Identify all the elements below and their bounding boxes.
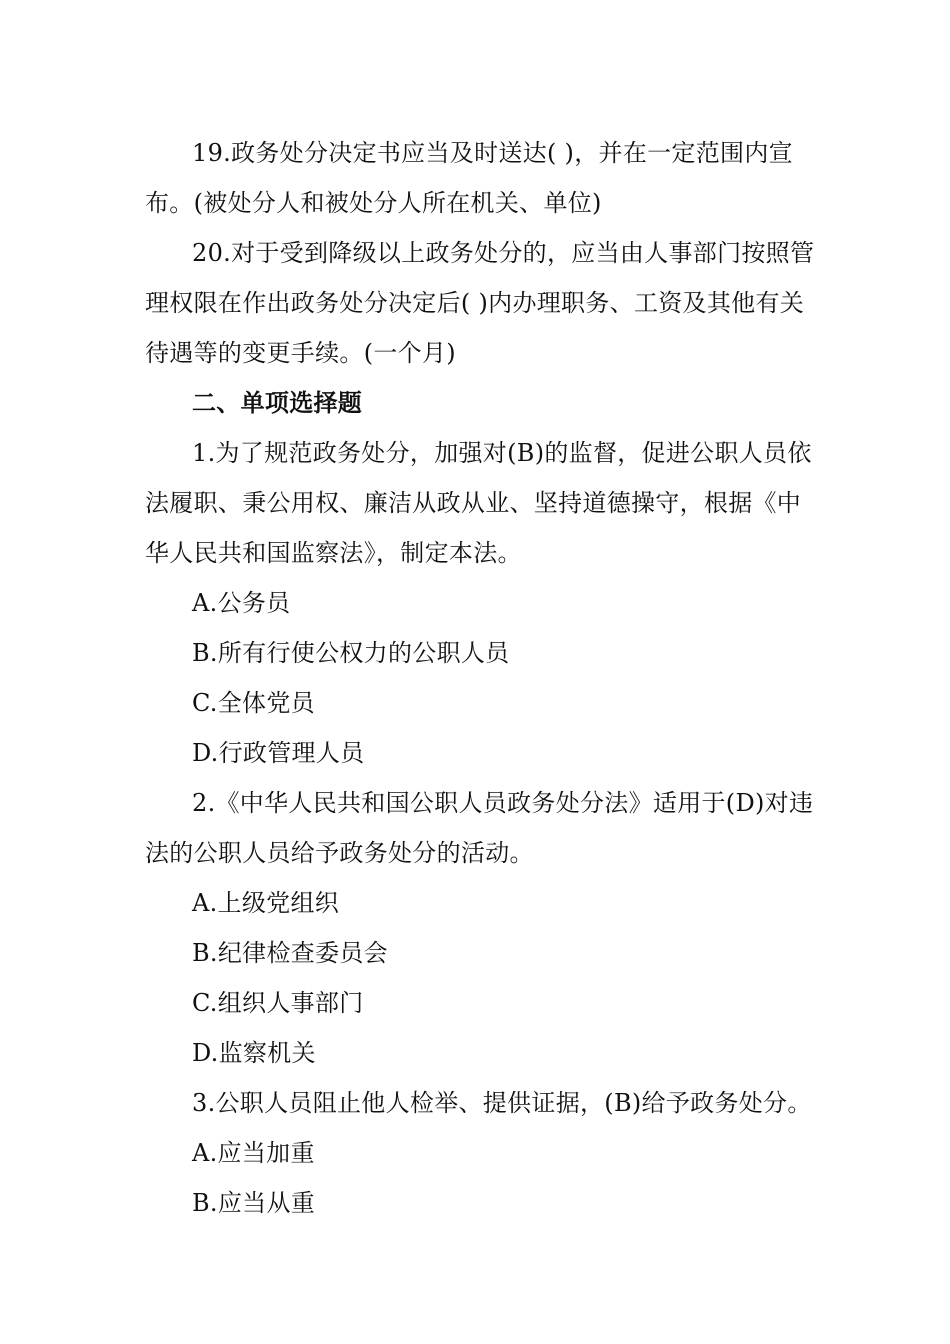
document-body	[145, 128, 815, 1228]
question-3	[145, 1078, 812, 1228]
option-a: A.上级党组织	[192, 889, 340, 917]
option-b: B.所有行使公权力的公职人员	[192, 639, 510, 667]
option-c: C.全体党员	[192, 689, 315, 717]
question-text-line: 法履职、秉公用权、廉洁从政从业、坚持道德操守，根据《中	[145, 489, 802, 517]
option-d: D.监察机关	[192, 1039, 316, 1067]
option-c: C.组织人事部门	[192, 989, 364, 1017]
section-heading: 二、单项选择题	[192, 388, 363, 417]
option-d: D.行政管理人员	[192, 739, 365, 767]
question-1	[145, 428, 812, 778]
paragraph-line: 20.对于受到降级以上政务处分的，应当由人事部门按照管	[192, 239, 815, 267]
fill-in-item-20	[145, 228, 815, 378]
question-2	[145, 778, 814, 1078]
question-text-line: 2.《中华人民共和国公职人员政务处分法》适用于(D)对违	[192, 789, 814, 817]
question-text-line: 1.为了规范政务处分，加强对(B)的监督，促进公职人员依	[192, 439, 812, 467]
question-text-line: 华人民共和国监察法》，制定本法。	[145, 539, 522, 567]
fill-in-item-19	[145, 128, 807, 228]
paragraph-line: 待遇等的变更手续。(一个月)	[145, 339, 456, 367]
option-b: B.纪律检查委员会	[192, 939, 388, 967]
option-b: B.应当从重	[192, 1189, 316, 1217]
paragraph-line: 理权限在作出政务处分决定后( )内办理职务、工资及其他有关	[145, 289, 805, 317]
question-text-line: 3.公职人员阻止他人检举、提供证据，(B)给予政务处分。	[192, 1089, 812, 1117]
question-text-line: 法的公职人员给予政务处分的活动。	[145, 839, 534, 867]
paragraph-line: 布。(被处分人和被处分人所在机关、单位)	[145, 189, 602, 217]
option-a: A.公务员	[192, 589, 291, 617]
paragraph-line: 19.政务处分决定书应当及时送达( )，并在一定范围内宣	[192, 139, 793, 167]
option-a: A.应当加重	[192, 1139, 315, 1167]
